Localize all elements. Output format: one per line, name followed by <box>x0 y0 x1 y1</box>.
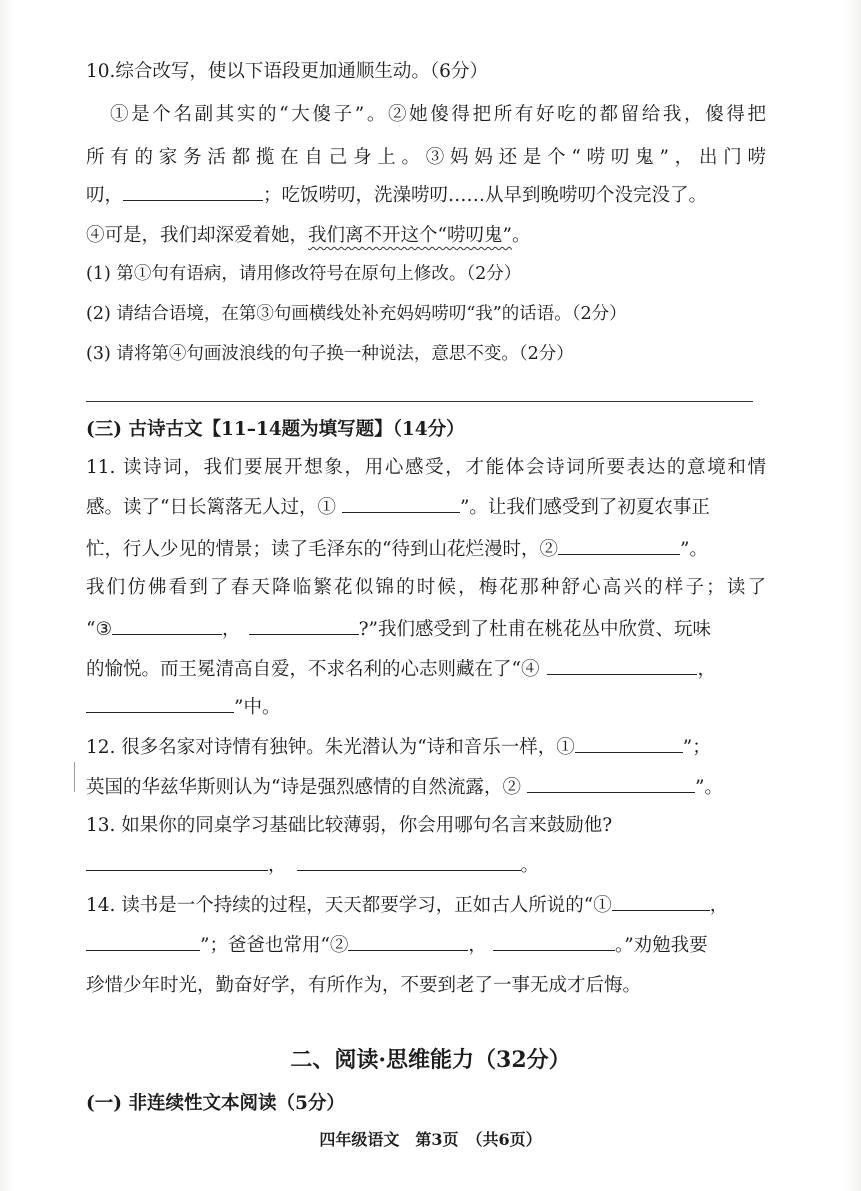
q11-line-6 <box>86 656 716 684</box>
q11-line5-comma: ， <box>222 619 241 640</box>
q13-blank-1[interactable] <box>86 852 268 871</box>
q11-line5-start: “③ <box>86 619 113 640</box>
q14-blank-2b[interactable] <box>493 932 615 951</box>
q12-blank-1[interactable] <box>575 734 683 753</box>
q11-line-2 <box>86 494 710 522</box>
q11-blank-1[interactable] <box>342 494 460 513</box>
q10-wavy-sentence: 我们离不开这个“唠叨鬼” <box>308 225 512 246</box>
part-2-subsection: (一) 非连续性文本阅读（5分） <box>86 1093 345 1114</box>
q10-paragraph-line-3 <box>86 182 707 210</box>
q10-blank[interactable] <box>123 182 263 201</box>
q11-line3-start: 忙，行人少见的情景；读了毛泽东的“待到山花烂漫时，② <box>86 539 558 560</box>
q14-blank-2a[interactable] <box>348 932 468 951</box>
q13-blank-2[interactable] <box>297 852 521 871</box>
q11-blank-4a[interactable] <box>547 656 697 675</box>
q10-paragraph-line-1: ①是个名副其实的“大傻子”。②她傻得把所有好吃的都留给我，傻得把 <box>110 104 766 125</box>
answer-line[interactable] <box>86 401 753 402</box>
part-2-title: 二、阅读·思维能力（32分） <box>290 1047 571 1073</box>
q11-line6-comma: ， <box>697 659 716 680</box>
q10-line3-end: ；吃饭唠叨，洗澡唠叨……从早到晚唠叨个没完没了。 <box>263 185 708 206</box>
q10-subquestion-1: (1) 第①句有语病，请用修改符号在原句上修改。（2分） <box>86 264 522 284</box>
page-footer: 四年级语文 第3页 （共6页） <box>319 1130 542 1149</box>
q12-line2-end: ”。 <box>694 777 723 798</box>
q13-answer-line <box>86 852 539 880</box>
q10-paragraph-line-2: 所有的家务活都揽在自己身上。③妈妈还是个“唠叨鬼”，出门唠 <box>86 147 766 168</box>
q14-line-1 <box>86 892 728 920</box>
q14-line2-end: 。”劝勉我要 <box>614 935 708 956</box>
q11-line-1: 11. 读诗词，我们要展开想象，用心感受，才能体会诗词所要表达的意境和情 <box>86 457 766 478</box>
q13-question: 13. 如果你的同桌学习基础比较薄弱，你会用哪句名言来鼓励他? <box>86 815 613 836</box>
q13-period: 。 <box>520 855 540 876</box>
q11-blank-3b[interactable] <box>249 616 359 635</box>
q14-line-2 <box>86 932 708 960</box>
q11-blank-4b[interactable] <box>86 694 234 713</box>
q11-line2-end: ”。让我们感受到了初夏农事正 <box>459 497 710 518</box>
margin-mark <box>74 762 75 792</box>
q12-line2-start: 英国的华兹华斯则认为“诗是强烈感情的自然流露，② <box>86 777 521 798</box>
q14-line1-comma: ， <box>709 895 729 916</box>
q11-line3-end: ”。 <box>679 539 708 560</box>
q10-subquestion-2: (2) 请结合语境，在第③句画横线处补充妈妈唠叨“我”的话语。（2分） <box>86 304 627 324</box>
section-3-title: (三) 古诗古文【11–14题为填写题】（14分） <box>86 419 465 440</box>
q10-line4-start: ④可是，我们却深爱着她， <box>86 225 309 246</box>
q11-line7-end: ”中。 <box>234 697 281 718</box>
q14-line2-comma: ， <box>468 935 487 956</box>
q11-line2-start: 感。读了“日长篱落无人过，① <box>86 497 336 518</box>
q14-line2-start: ”；爸爸也常用“② <box>200 935 349 956</box>
q10-title: 10.综合改写，使以下语段更加通顺生动。（6分） <box>86 61 488 82</box>
q10-paragraph-line-4 <box>86 222 530 250</box>
q10-line4-end: 。 <box>511 225 531 246</box>
q14-blank-1b[interactable] <box>86 932 200 951</box>
q12-line-1 <box>86 734 711 762</box>
q11-line-5 <box>86 616 711 644</box>
q11-line6-start: 的愉悦。而王冕清高自爱，不求名利的心志则藏在了“④ <box>86 659 540 680</box>
q11-blank-2[interactable] <box>558 536 680 555</box>
q14-line1-start: 14. 读书是一个持续的过程，天天都要学习，正如古人所说的“① <box>86 895 612 916</box>
q11-line-7 <box>86 694 280 722</box>
q14-blank-1a[interactable] <box>612 892 710 911</box>
q10-subquestion-3: (3) 请将第④句画波浪线的句子换一种说法，意思不变。（2分） <box>86 344 574 364</box>
q12-line1-end: ”； <box>682 737 711 758</box>
q13-comma: ， <box>268 855 287 876</box>
q12-line-2 <box>86 774 723 802</box>
q14-line-3: 珍惜少年时光，勤奋好学，有所作为，不要到老了一事无成才后悔。 <box>86 975 642 996</box>
q12-blank-2[interactable] <box>527 774 695 793</box>
q11-line-3 <box>86 536 708 564</box>
q11-blank-3a[interactable] <box>112 616 222 635</box>
q10-line3-start: 叨， <box>86 185 124 206</box>
q12-line1-start: 12. 很多名家对诗情有独钟。朱光潜认为“诗和音乐一样，① <box>86 737 575 758</box>
q11-line5-end: ?”我们感受到了杜甫在桃花丛中欣赏、玩味 <box>358 619 711 640</box>
q11-line-4: 我们仿佛看到了春天降临繁花似锦的时候，梅花那种舒心高兴的样子；读了 <box>86 577 766 598</box>
